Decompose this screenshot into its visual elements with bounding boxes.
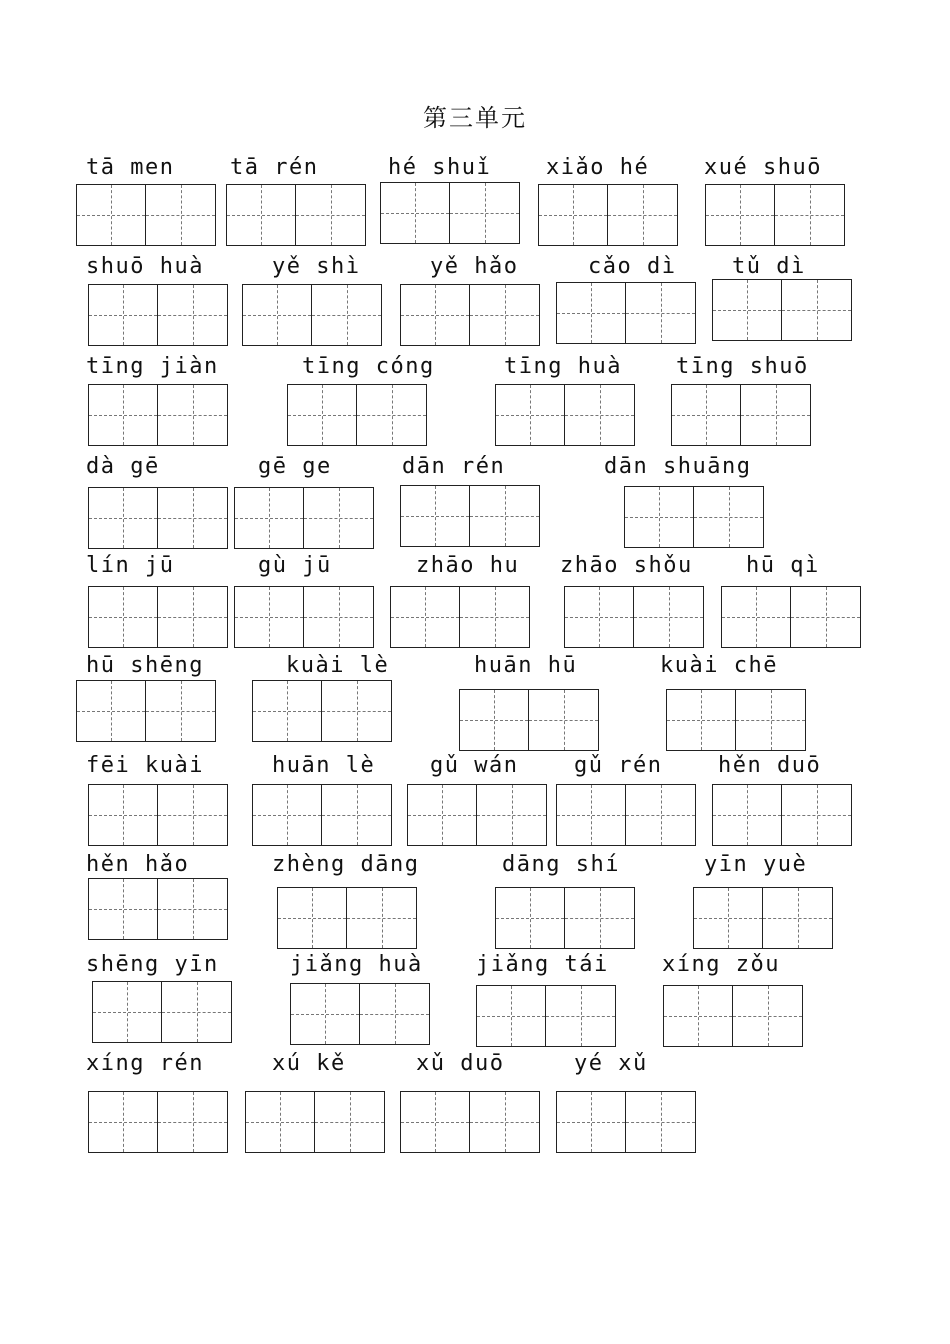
pinyin-label: hū qì	[746, 553, 820, 578]
tianzige-cell[interactable]	[565, 384, 635, 446]
writing-box[interactable]	[624, 486, 764, 548]
tianzige-cell[interactable]	[556, 282, 626, 344]
tianzige-cell[interactable]	[162, 981, 232, 1043]
tianzige-cell[interactable]	[450, 182, 520, 244]
writing-box[interactable]	[88, 384, 228, 446]
tianzige-cell[interactable]	[529, 689, 599, 751]
pinyin-label: yīn yuè	[704, 852, 808, 877]
pinyin-label: tīng jiàn	[86, 354, 219, 379]
tianzige-cell[interactable]	[146, 184, 216, 246]
tianzige-cell[interactable]	[380, 182, 450, 244]
tianzige-cell[interactable]	[763, 887, 833, 949]
pinyin-label: tā men	[86, 155, 175, 180]
writing-box[interactable]	[459, 689, 599, 751]
pinyin-label: yě shì	[272, 254, 361, 279]
tianzige-cell[interactable]	[312, 284, 382, 346]
pinyin-label: gē ge	[258, 454, 332, 479]
writing-box[interactable]	[400, 1091, 540, 1153]
tianzige-cell[interactable]	[234, 487, 304, 549]
tianzige-cell[interactable]	[741, 384, 811, 446]
tianzige-cell[interactable]	[290, 983, 360, 1045]
writing-box[interactable]	[88, 878, 228, 940]
pinyin-label: shēng yīn	[86, 952, 219, 977]
tianzige-cell[interactable]	[705, 184, 775, 246]
tianzige-cell[interactable]	[608, 184, 678, 246]
pinyin-label: gǔ rén	[574, 753, 663, 778]
tianzige-cell[interactable]	[92, 981, 162, 1043]
writing-box[interactable]	[226, 184, 366, 246]
tianzige-cell[interactable]	[564, 586, 634, 648]
writing-box[interactable]	[556, 784, 696, 846]
pinyin-label: dān rén	[402, 454, 506, 479]
tianzige-cell[interactable]	[476, 985, 546, 1047]
tianzige-cell[interactable]	[538, 184, 608, 246]
tianzige-cell[interactable]	[712, 784, 782, 846]
tianzige-cell[interactable]	[76, 184, 146, 246]
writing-box[interactable]	[245, 1091, 385, 1153]
writing-box[interactable]	[671, 384, 811, 446]
tianzige-cell[interactable]	[470, 1091, 540, 1153]
pinyin-label: hé shuǐ	[388, 155, 492, 180]
tianzige-cell[interactable]	[626, 282, 696, 344]
tianzige-cell[interactable]	[158, 784, 228, 846]
tianzige-cell[interactable]	[775, 184, 845, 246]
tianzige-cell[interactable]	[693, 887, 763, 949]
pinyin-label: xué shuō	[704, 155, 822, 180]
writing-box[interactable]	[88, 284, 228, 346]
writing-box[interactable]	[88, 784, 228, 846]
writing-box[interactable]	[663, 985, 803, 1047]
pinyin-label: tā rén	[230, 155, 319, 180]
pinyin-label: cǎo dì	[588, 254, 677, 279]
tianzige-cell[interactable]	[470, 284, 540, 346]
pinyin-label: dà gē	[86, 454, 160, 479]
tianzige-cell[interactable]	[733, 985, 803, 1047]
pinyin-label: tīng cóng	[302, 354, 435, 379]
writing-box[interactable]	[564, 586, 704, 648]
pinyin-label: zhāo hu	[416, 553, 520, 578]
tianzige-cell[interactable]	[400, 1091, 470, 1153]
writing-box[interactable]	[556, 282, 696, 344]
tianzige-cell[interactable]	[88, 284, 158, 346]
pinyin-label: xú kě	[272, 1051, 346, 1076]
pinyin-label: hū shēng	[86, 653, 204, 678]
tianzige-cell[interactable]	[390, 586, 460, 648]
tianzige-cell[interactable]	[252, 680, 322, 742]
writing-box[interactable]	[234, 586, 374, 648]
tianzige-cell[interactable]	[252, 784, 322, 846]
tianzige-cell[interactable]	[277, 887, 347, 949]
pinyin-label: tǔ dì	[732, 254, 806, 279]
tianzige-cell[interactable]	[407, 784, 477, 846]
tianzige-cell[interactable]	[158, 384, 228, 446]
tianzige-cell[interactable]	[782, 784, 852, 846]
pinyin-label: kuài chē	[660, 653, 778, 678]
writing-box[interactable]	[252, 784, 392, 846]
writing-box[interactable]	[407, 784, 547, 846]
pinyin-label: kuài lè	[286, 653, 390, 678]
tianzige-cell[interactable]	[347, 887, 417, 949]
pinyin-label: gǔ wán	[430, 753, 519, 778]
writing-box[interactable]	[666, 689, 806, 751]
writing-box[interactable]	[556, 1091, 696, 1153]
page-title: 第三单元	[423, 104, 527, 132]
pinyin-label: xíng zǒu	[662, 952, 780, 977]
pinyin-label: jiǎng huà	[290, 952, 423, 977]
pinyin-label: yě hǎo	[430, 254, 519, 279]
tianzige-cell[interactable]	[242, 284, 312, 346]
tianzige-cell[interactable]	[626, 1091, 696, 1153]
tianzige-cell[interactable]	[158, 878, 228, 940]
tianzige-cell[interactable]	[88, 586, 158, 648]
tianzige-cell[interactable]	[477, 784, 547, 846]
tianzige-cell[interactable]	[556, 1091, 626, 1153]
pinyin-label: huān hū	[474, 653, 578, 678]
tianzige-cell[interactable]	[158, 487, 228, 549]
pinyin-label: lín jū	[86, 553, 175, 578]
writing-box[interactable]	[712, 279, 852, 341]
tianzige-cell[interactable]	[304, 586, 374, 648]
tianzige-cell[interactable]	[671, 384, 741, 446]
tianzige-cell[interactable]	[158, 284, 228, 346]
pinyin-label: xǔ duō	[416, 1051, 505, 1076]
tianzige-cell[interactable]	[88, 878, 158, 940]
tianzige-cell[interactable]	[791, 586, 861, 648]
writing-box[interactable]	[88, 586, 228, 648]
tianzige-cell[interactable]	[626, 784, 696, 846]
tianzige-cell[interactable]	[146, 680, 216, 742]
pinyin-label: gù jū	[258, 553, 332, 578]
pinyin-label: yé xǔ	[574, 1051, 648, 1076]
pinyin-label: zhèng dāng	[272, 852, 420, 877]
writing-box[interactable]	[234, 487, 374, 549]
tianzige-cell[interactable]	[712, 279, 782, 341]
tianzige-cell[interactable]	[234, 586, 304, 648]
writing-box[interactable]	[693, 887, 833, 949]
pinyin-label: tīng shuō	[676, 354, 809, 379]
tianzige-cell[interactable]	[624, 486, 694, 548]
tianzige-cell[interactable]	[322, 680, 392, 742]
tianzige-cell[interactable]	[357, 384, 427, 446]
pinyin-label: zhāo shǒu	[560, 553, 693, 578]
tianzige-cell[interactable]	[226, 184, 296, 246]
writing-box[interactable]	[712, 784, 852, 846]
tianzige-cell[interactable]	[459, 689, 529, 751]
tianzige-cell[interactable]	[634, 586, 704, 648]
tianzige-cell[interactable]	[76, 680, 146, 742]
pinyin-label: dān shuāng	[604, 454, 752, 479]
writing-box[interactable]	[277, 887, 417, 949]
tianzige-cell[interactable]	[287, 384, 357, 446]
writing-box[interactable]	[721, 586, 861, 648]
tianzige-cell[interactable]	[721, 586, 791, 648]
writing-box[interactable]	[390, 586, 530, 648]
tianzige-cell[interactable]	[666, 689, 736, 751]
writing-box[interactable]	[380, 182, 520, 244]
writing-box[interactable]	[400, 485, 540, 547]
tianzige-cell[interactable]	[400, 485, 470, 547]
tianzige-cell[interactable]	[556, 784, 626, 846]
pinyin-label: fēi kuài	[86, 753, 204, 778]
tianzige-cell[interactable]	[88, 1091, 158, 1153]
tianzige-cell[interactable]	[304, 487, 374, 549]
writing-box[interactable]	[495, 384, 635, 446]
writing-box[interactable]	[88, 487, 228, 549]
tianzige-cell[interactable]	[565, 887, 635, 949]
writing-box[interactable]	[252, 680, 392, 742]
pinyin-label: jiǎng tái	[476, 952, 609, 977]
tianzige-cell[interactable]	[322, 784, 392, 846]
tianzige-cell[interactable]	[663, 985, 733, 1047]
writing-box[interactable]	[76, 184, 216, 246]
writing-box[interactable]	[705, 184, 845, 246]
tianzige-cell[interactable]	[88, 384, 158, 446]
tianzige-cell[interactable]	[470, 485, 540, 547]
writing-box[interactable]	[242, 284, 382, 346]
tianzige-cell[interactable]	[158, 1091, 228, 1153]
tianzige-cell[interactable]	[782, 279, 852, 341]
tianzige-cell[interactable]	[460, 586, 530, 648]
pinyin-label: xíng rén	[86, 1051, 204, 1076]
tianzige-cell[interactable]	[88, 487, 158, 549]
writing-box[interactable]	[287, 384, 427, 446]
pinyin-label: tīng huà	[504, 354, 622, 379]
tianzige-cell[interactable]	[88, 784, 158, 846]
writing-box[interactable]	[538, 184, 678, 246]
tianzige-cell[interactable]	[694, 486, 764, 548]
tianzige-cell[interactable]	[158, 586, 228, 648]
writing-box[interactable]	[400, 284, 540, 346]
tianzige-cell[interactable]	[360, 983, 430, 1045]
writing-box[interactable]	[290, 983, 430, 1045]
tianzige-cell[interactable]	[400, 284, 470, 346]
writing-box[interactable]	[92, 981, 232, 1043]
tianzige-cell[interactable]	[495, 887, 565, 949]
tianzige-cell[interactable]	[245, 1091, 315, 1153]
pinyin-label: huān lè	[272, 753, 376, 778]
tianzige-cell[interactable]	[495, 384, 565, 446]
tianzige-cell[interactable]	[296, 184, 366, 246]
pinyin-label: shuō huà	[86, 254, 204, 279]
writing-box[interactable]	[88, 1091, 228, 1153]
writing-box[interactable]	[476, 985, 616, 1047]
tianzige-cell[interactable]	[315, 1091, 385, 1153]
pinyin-label: dāng shí	[502, 852, 620, 877]
writing-box[interactable]	[76, 680, 216, 742]
pinyin-label: hěn hǎo	[86, 852, 190, 877]
tianzige-cell[interactable]	[546, 985, 616, 1047]
pinyin-label: hěn duō	[718, 753, 822, 778]
writing-box[interactable]	[495, 887, 635, 949]
pinyin-label: xiǎo hé	[546, 155, 650, 180]
tianzige-cell[interactable]	[736, 689, 806, 751]
